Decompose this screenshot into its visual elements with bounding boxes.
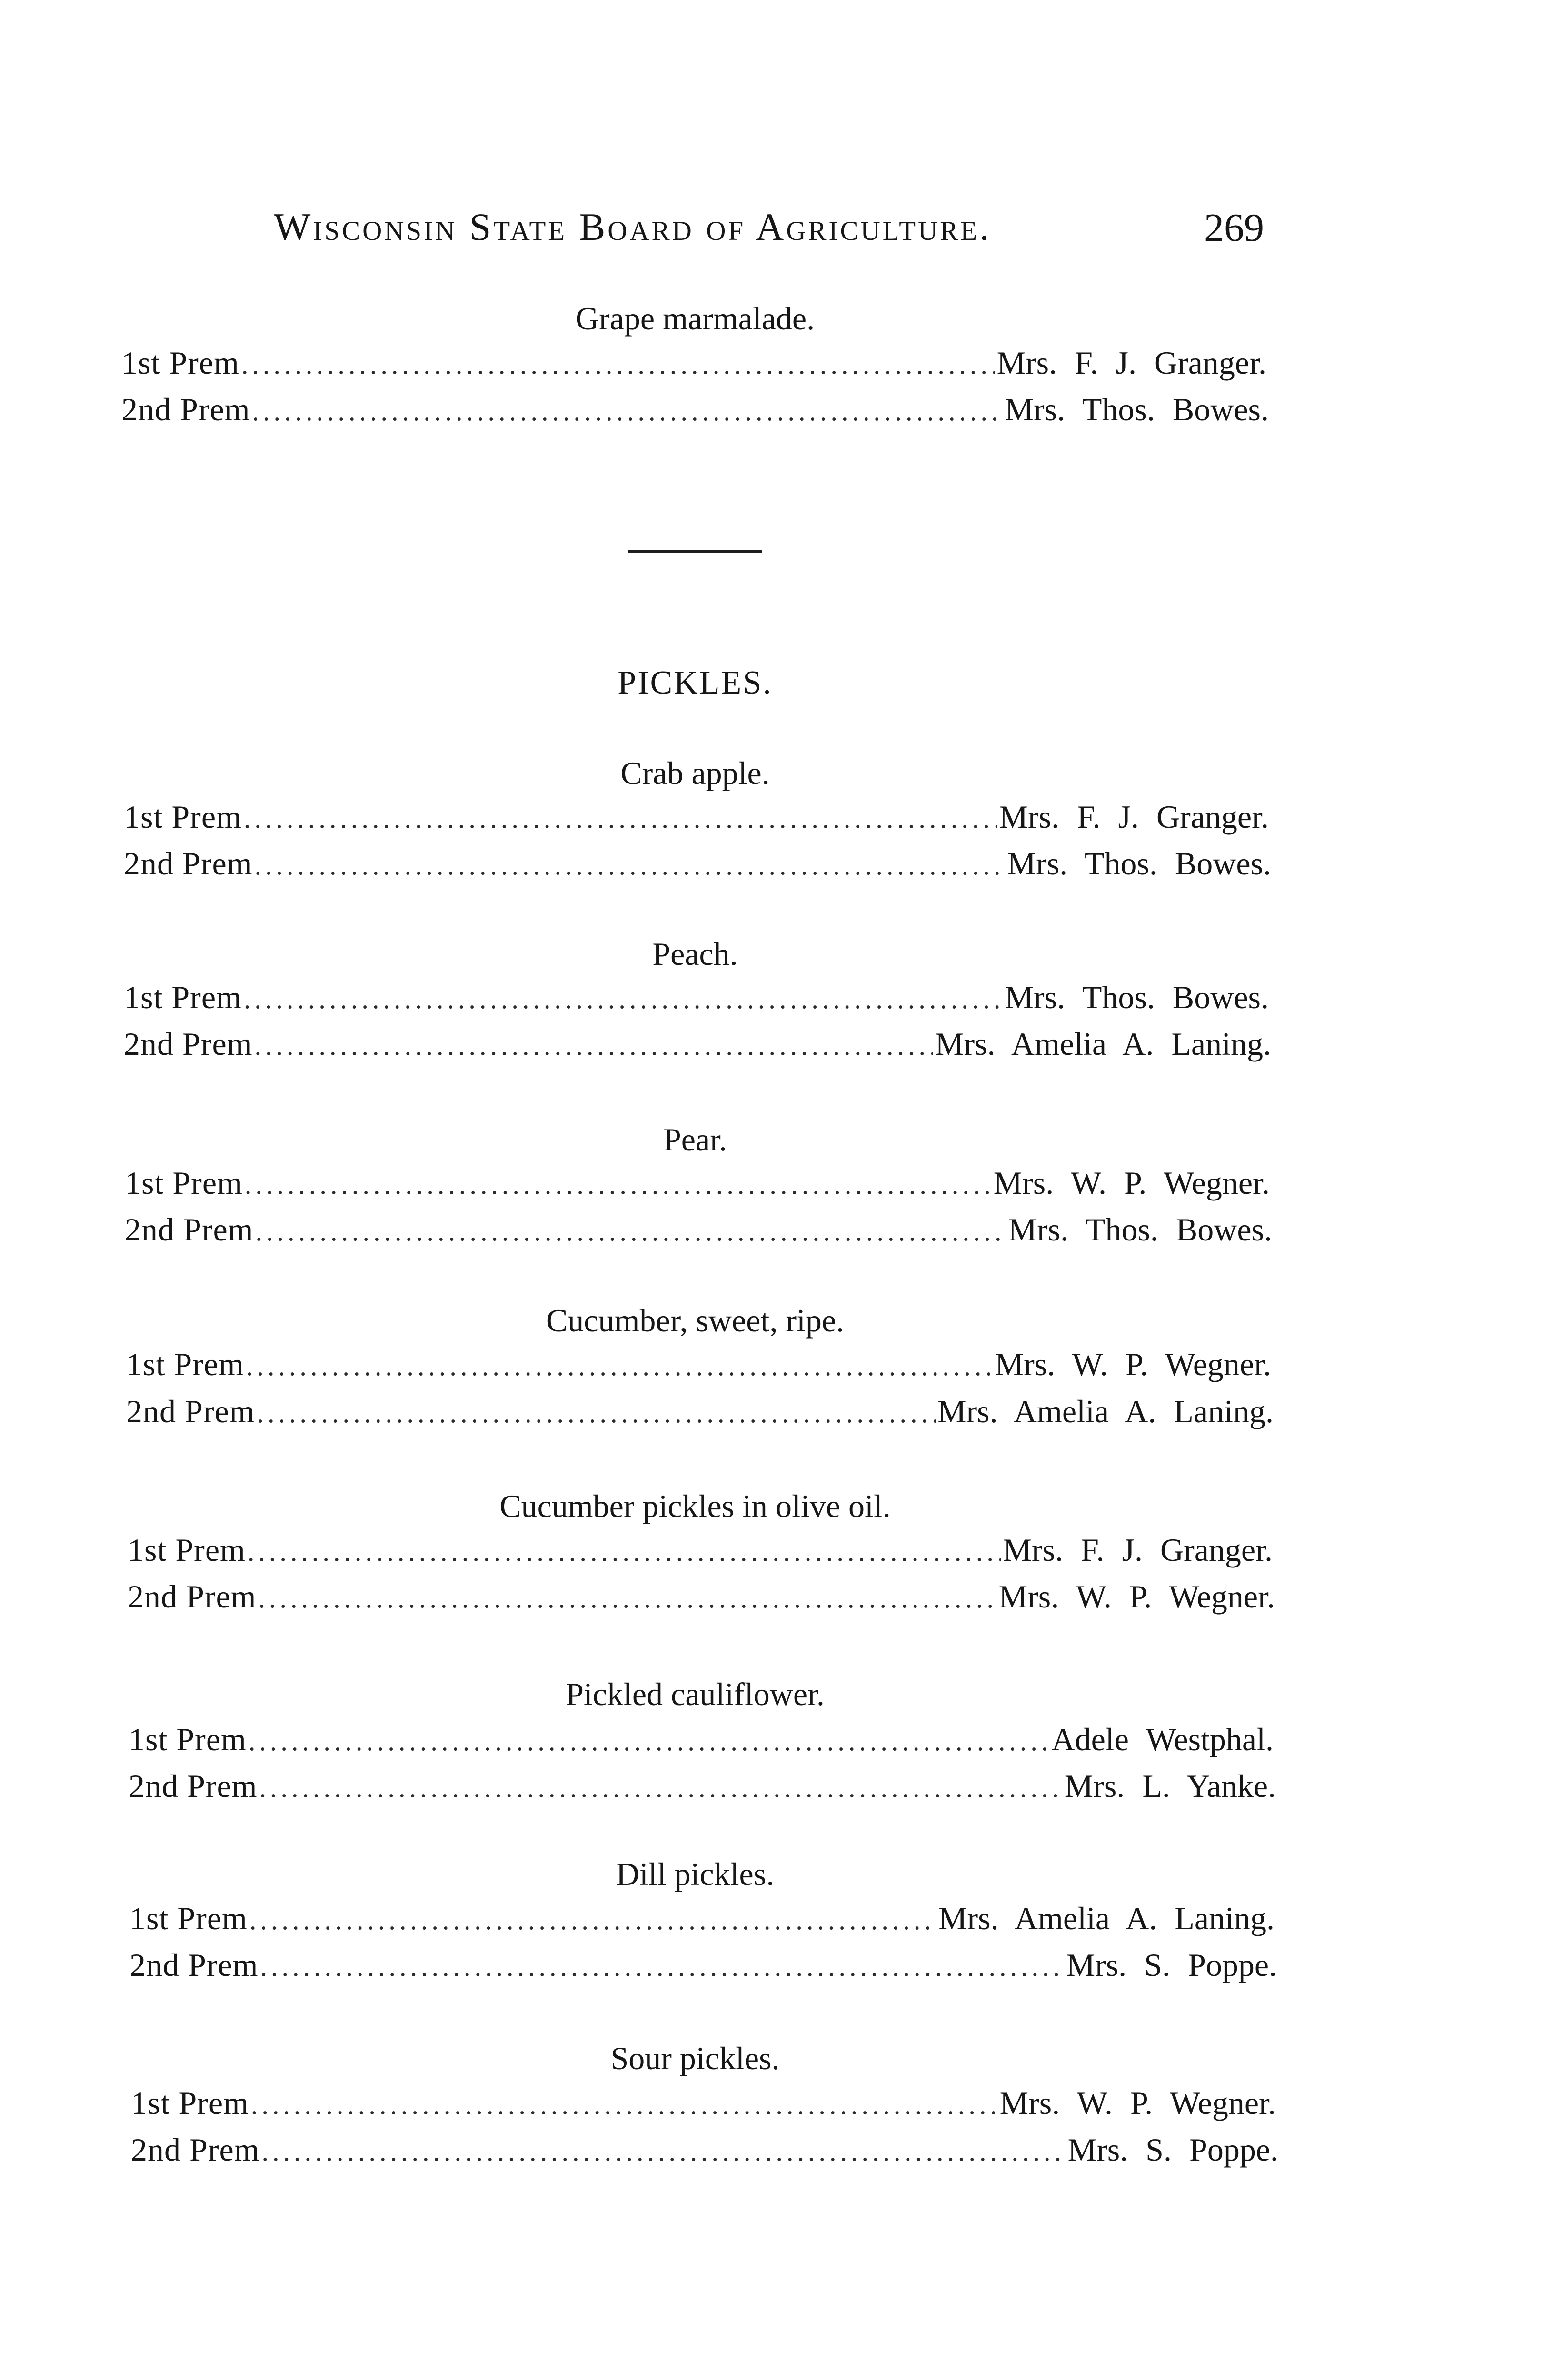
dot-leader — [257, 1394, 936, 1432]
class-heading-peach: Peach. — [652, 936, 738, 972]
dot-leader — [241, 346, 995, 384]
premium-label: 2nd Prem — [129, 1768, 258, 1804]
premium-label: 1st Prem — [126, 1346, 244, 1382]
award-row — [126, 1345, 1271, 1384]
award-row — [131, 2084, 1276, 2123]
winner-name: Mrs. Thos. Bowes. — [1005, 391, 1269, 427]
winner-name: Mrs. S. Poppe. — [1066, 1947, 1277, 1983]
winner-name: Mrs. Amelia A. Laning. — [938, 1900, 1275, 1936]
award-row — [121, 390, 1269, 429]
dot-leader — [248, 1533, 1001, 1571]
winner-name: Adele Westphal. — [1051, 1721, 1274, 1757]
award-row — [129, 1767, 1276, 1806]
premium-label: 2nd Prem — [126, 1393, 255, 1429]
premium-label: 2nd Prem — [130, 1947, 259, 1983]
premium-label: 2nd Prem — [124, 845, 253, 882]
premium-label: 2nd Prem — [131, 2132, 260, 2168]
award-row — [126, 1392, 1274, 1431]
dot-leader — [259, 1769, 1063, 1807]
winner-name: Mrs. F. J. Granger. — [996, 345, 1266, 381]
class-heading-pickled-cauliflower: Pickled cauliflower. — [566, 1676, 825, 1712]
dot-leader — [255, 846, 1006, 884]
winner-name: Mrs. Amelia A. Laning. — [937, 1393, 1274, 1429]
dot-leader — [245, 1166, 992, 1204]
dot-leader — [251, 2086, 998, 2124]
class-heading-pear: Pear. — [663, 1121, 727, 1158]
premium-label: 1st Prem — [131, 2085, 249, 2121]
winner-name: Mrs. L. Yanke. — [1064, 1768, 1276, 1804]
dot-leader — [249, 1722, 1050, 1760]
running-title: Wisconsin State Board of Agriculture. — [274, 205, 992, 248]
dot-leader — [249, 1901, 936, 1939]
dot-leader — [255, 1027, 934, 1065]
dot-leader — [256, 1212, 1006, 1250]
award-row — [124, 978, 1269, 1017]
class-heading-dill-pickles: Dill pickles. — [616, 1856, 775, 1892]
winner-name: Mrs. S. Poppe. — [1067, 2132, 1278, 2168]
award-row — [128, 1531, 1273, 1570]
class-heading-grape-marmalade: Grape marmalade. — [575, 300, 815, 337]
premium-label: 1st Prem — [130, 1900, 248, 1936]
premium-label: 1st Prem — [124, 799, 242, 835]
winner-name: Mrs. W. P. Wegner. — [999, 2085, 1276, 2121]
premium-label: 1st Prem — [124, 979, 242, 1015]
dot-leader — [246, 1347, 993, 1385]
winner-name: Mrs. F. J. Granger. — [1003, 1532, 1273, 1568]
dot-leader — [262, 2132, 1066, 2171]
section-divider-rule — [628, 550, 762, 553]
premium-label: 2nd Prem — [128, 1578, 257, 1615]
award-row — [130, 1946, 1277, 1985]
award-row — [130, 1899, 1275, 1938]
winner-name: Mrs. W. P. Wegner. — [998, 1578, 1275, 1615]
class-heading-cucumber-olive-oil: Cucumber pickles in olive oil. — [499, 1488, 891, 1524]
premium-label: 2nd Prem — [124, 1026, 253, 1062]
winner-name: Mrs. F. J. Granger. — [999, 799, 1269, 835]
award-row — [124, 1025, 1271, 1064]
winner-name: Mrs. W. P. Wegner. — [995, 1346, 1271, 1382]
dot-leader — [260, 1948, 1065, 1986]
class-heading-cucumber-sweet: Cucumber, sweet, ripe. — [546, 1302, 845, 1339]
premium-label: 1st Prem — [125, 1165, 243, 1201]
page-number: 269 — [1204, 206, 1264, 250]
dot-leader — [259, 1579, 997, 1617]
award-row — [124, 798, 1269, 837]
award-row — [128, 1577, 1275, 1616]
winner-name: Mrs. W. P. Wegner. — [993, 1165, 1270, 1201]
premium-label: 1st Prem — [128, 1532, 246, 1568]
class-heading-crab-apple: Crab apple. — [620, 755, 770, 791]
dot-leader — [244, 800, 997, 838]
section-heading-pickles: PICKLES. — [618, 664, 773, 701]
dot-leader — [252, 392, 1003, 430]
dot-leader — [244, 980, 1003, 1018]
award-row — [131, 2131, 1278, 2170]
award-row — [129, 1720, 1274, 1759]
class-heading-sour-pickles: Sour pickles. — [610, 2040, 780, 2076]
premium-label: 1st Prem — [121, 345, 239, 381]
winner-name: Mrs. Thos. Bowes. — [1005, 979, 1269, 1015]
premium-label: 2nd Prem — [121, 391, 250, 427]
premium-label: 2nd Prem — [125, 1211, 254, 1248]
premium-label: 1st Prem — [129, 1721, 247, 1757]
winner-name: Mrs. Amelia A. Laning. — [935, 1026, 1271, 1062]
award-row — [125, 1164, 1270, 1203]
winner-name: Mrs. Thos. Bowes. — [1008, 1211, 1272, 1248]
award-row — [125, 1210, 1272, 1250]
award-row — [121, 344, 1266, 383]
award-row — [124, 844, 1271, 883]
winner-name: Mrs. Thos. Bowes. — [1007, 845, 1271, 882]
